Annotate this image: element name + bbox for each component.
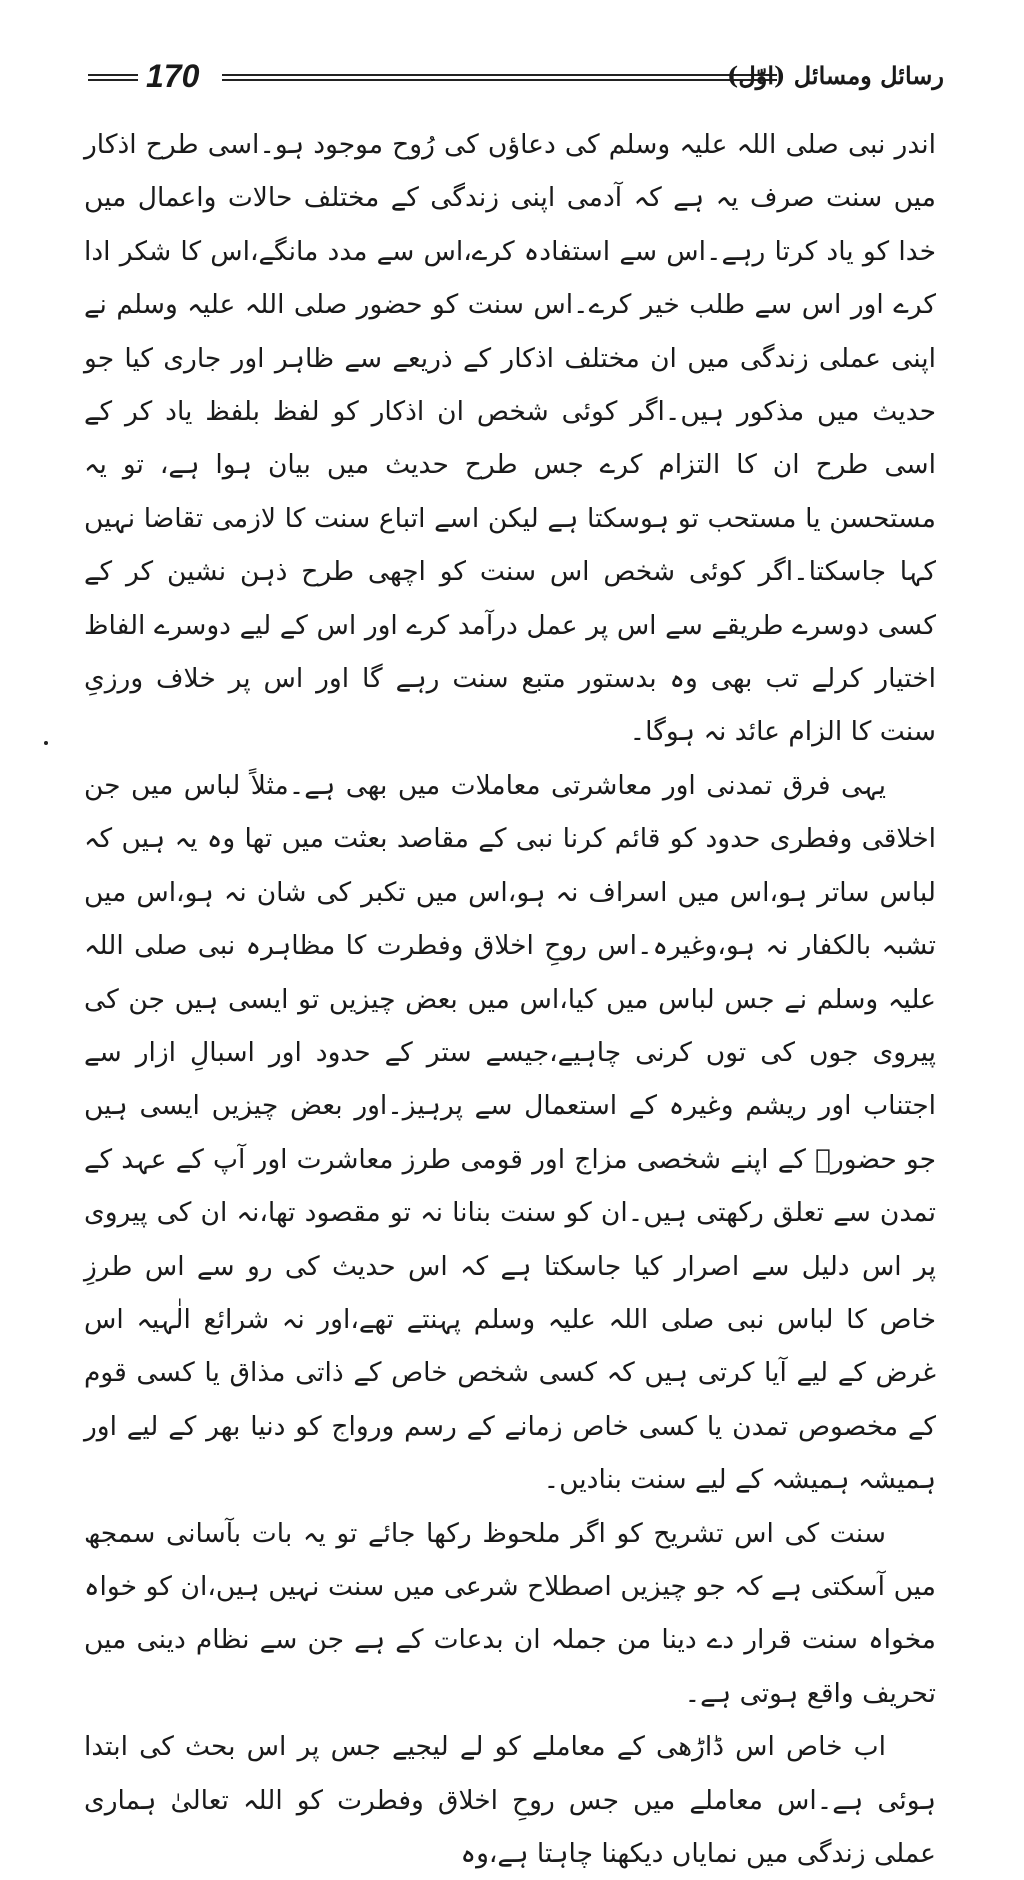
page-number: 170 — [146, 58, 200, 94]
paragraph-4: اب خاص اس ڈاڑھی کے معاملے کو لے لیجیے جس پر اس بحث کی ابتدا ہوئی ہے۔اس معاملے میں جس روحِ اخلاق وفطرت کو اللہ تعالیٰ ہماری عملی زندگی میں نمایاں دیکھنا چاہتا ہے،وہ — [84, 1731, 936, 1869]
body-text — [84, 118, 936, 1880]
paragraph-1: اندر نبی صلی اللہ علیہ وسلم کی دعاؤں کی رُوح موجود ہو۔اسی طرح اذکار میں سنت صرف یہ ہے کہ آدمی اپنی زندگی کے مختلف حالات واعمال میں خدا کو یاد کرتا رہے۔اس سے استفادہ کرے،اس سے مدد مانگے،اس کا شکر ادا کرے اور اس سے طلب خیر کرے۔اس سنت کو حضور صلی اللہ علیہ وسلم نے اپنی عملی زندگی میں ان مختلف اذکار کے ذریعے سے ظاہر اور جاری کیا جو حدیث میں مذکور ہیں۔اگر کوئی شخص ان اذکار کو لفظ بلفظ یاد کر کے اسی طرح ان کا التزام کرے جس طرح حدیث میں بیان ہوا ہے، تو یہ مستحسن یا مستحب تو ہوسکتا ہے لیکن اسے اتباع سنت کا لازمی تقاضا نہیں کہا جاسکتا۔اگر کوئی شخص اس سنت کو اچھی طرح ذہن نشین کر کے کسی دوسرے طریقے سے اس پر عمل درآمد کرے اور اس کے لیے دوسرے الفاظ اختیار کرلے تب بھی وہ بدستور متبع سنت رہے گا اور اس پر خلاف ورزیِ سنت کا الزام عائد نہ ہوگا۔ — [84, 129, 936, 748]
page-header — [80, 56, 944, 104]
header-rule-left — [88, 74, 138, 81]
header-rule-right — [222, 74, 777, 81]
paragraph-3: سنت کی اس تشریح کو اگر ملحوظ رکھا جائے تو یہ بات بآسانی سمجھ میں آسکتی ہے کہ جو چیزیں اصطلاح شرعی میں سنت نہیں ہیں،ان کو خواہ مخواہ سنت قرار دے دینا من جملہ ان بدعات کے ہے جن سے نظام دینی میں تحریف واقع ہوتی ہے۔ — [84, 1517, 936, 1709]
scan-speck — [44, 741, 48, 745]
paragraph-2: یہی فرق تمدنی اور معاشرتی معاملات میں بھی ہے۔مثلاً لباس میں جن اخلاقی وفطری حدود کو قائم کرنا نبی کے مقاصد بعثت میں تھا وہ یہ ہیں کہ لباس ساتر ہو،اس میں اسراف نہ ہو،اس میں تکبر کی شان نہ ہو،اس میں تشبہ بالکفار نہ ہو،وغیرہ۔اس روحِ اخلاق وفطرت کا مظاہرہ نبی صلی اللہ علیہ وسلم نے جس لباس میں کیا،اس میں بعض چیزیں تو ایسی ہیں جن کی پیروی جوں کی توں کرنی چاہیے،جیسے ستر کے حدود اور اسبالِ ازار سے اجتناب اور ریشم وغیرہ کے استعمال سے پرہیز۔اور بعض چیزیں ایسی ہیں جو حضورؐ کے اپنے شخصی مزاج اور قومی طرز معاشرت اور آپ کے عہد کے تمدن سے تعلق رکھتی ہیں۔ان کو سنت بنانا نہ تو مقصود تھا،نہ ان کی پیروی پر اس دلیل سے اصرار کیا جاسکتا ہے کہ اس حدیث کی رو سے اس طرزِ خاص کا لباس نبی صلی اللہ علیہ وسلم پہنتے تھے،اور نہ شرائع الٰہیہ اس غرض کے لیے آیا کرتی ہیں کہ کسی شخص خاص کے ذاتی مذاق یا کسی قوم کے مخصوص تمدن یا کسی خاص زمانے کے رسم ورواج کو دنیا بھر کے لیے اور ہمیشہ ہمیشہ کے لیے سنت بنادیں۔ — [84, 769, 936, 1496]
running-title: رسائل ومسائل (اوّل) — [726, 61, 944, 90]
